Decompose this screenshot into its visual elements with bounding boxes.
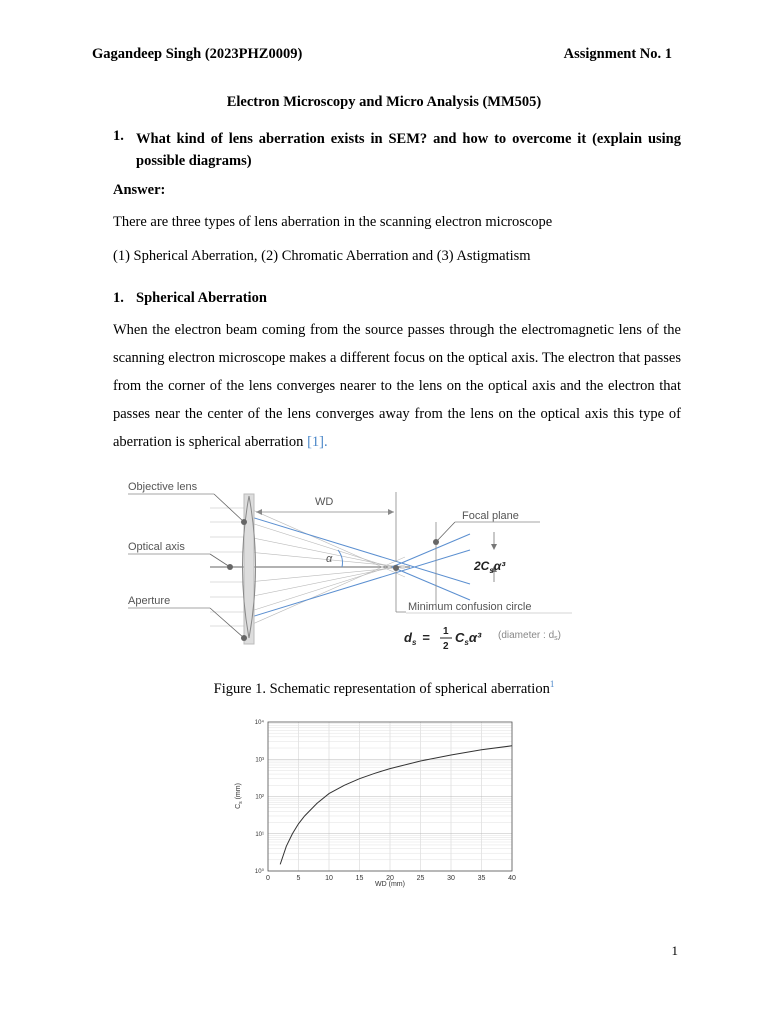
y-tick-label: 10¹ <box>255 831 264 838</box>
alpha-label: α <box>326 553 333 565</box>
spherical-aberration-diagram <box>110 472 600 672</box>
x-tick-label: 10 <box>325 875 333 882</box>
y-axis-label: $C_s$ (mm) <box>235 783 244 809</box>
page-number: 1 <box>671 943 678 958</box>
x-tick-label: 40 <box>508 875 516 882</box>
figure1-caption-text: Figure 1. Schematic representation of spherical aberration <box>213 680 550 697</box>
question-number: 1. <box>113 128 124 144</box>
ds-fraction-num: 1 <box>443 626 449 637</box>
x-tick-label: 25 <box>416 875 425 882</box>
aperture-label: Aperture <box>128 595 171 607</box>
focal-plane-label: Focal plane <box>462 510 519 522</box>
x-tick-label: 30 <box>447 875 455 882</box>
y-tick-label: 10² <box>255 794 264 801</box>
intro-text: There are three types of lens aberration in the scanning electron microscope <box>113 214 553 230</box>
objective-lens-label: Objective lens <box>128 481 198 493</box>
x-axis-label: WD (mm) <box>375 881 405 888</box>
y-tick-label: 10³ <box>255 757 264 764</box>
chart-ticks <box>255 719 516 882</box>
x-tick-label: 5 <box>296 875 301 882</box>
y-tick-label: 10⁴ <box>254 720 264 726</box>
min-confusion-label: Minimum confusion circle <box>408 601 532 613</box>
wd-label: WD <box>315 496 334 508</box>
section-heading: Spherical Aberration <box>136 290 267 306</box>
aberration-types: (1) Spherical Aberration, (2) Chromatic Aberration and (3) Astigmatism <box>113 248 531 264</box>
focal-plane-marker <box>433 539 439 545</box>
ds-formula-rhs: $C_s\alpha^3$ <box>455 630 482 647</box>
y-tick-label: 10⁰ <box>254 869 264 875</box>
cs-vs-wd-chart <box>222 714 532 890</box>
course-title: Electron Microscopy and Micro Analysis (MM505) <box>226 94 542 110</box>
figure1-caption-reference[interactable]: 1 <box>549 679 555 689</box>
two-cs-label: $2C_s\alpha^3$ <box>474 559 506 575</box>
diameter-note: (diameter : $d_s$) <box>498 630 561 642</box>
optical-axis-label: Optical axis <box>128 541 185 553</box>
x-tick-label: 0 <box>266 875 270 882</box>
question-text: What kind of lens aberration exists in SEM? and how to overcome it (explain using possible diagrams) <box>136 131 681 169</box>
x-tick-label: 35 <box>477 875 486 882</box>
x-tick-label: 20 <box>386 875 394 882</box>
figure1-caption <box>0 679 768 698</box>
citation-link[interactable]: [1]. <box>307 434 328 450</box>
chart-grid <box>268 722 512 871</box>
spherical-aberration-paragraph <box>113 316 681 456</box>
header-author: Gagandeep Singh (2023PHZ0009) <box>92 46 303 62</box>
section-number: 1. <box>113 290 124 306</box>
objective-lens-marker <box>241 519 247 525</box>
header-assignment: Assignment No. 1 <box>563 46 672 62</box>
confusion-circle-marker <box>393 565 399 571</box>
ds-formula: $d_s$ = <box>404 630 430 647</box>
ds-fraction-den: 2 <box>443 641 449 652</box>
paragraph-text: When the electron beam coming from the source passes through the electromagnetic lens of the scanning electron microscope makes a different focus on the optical axis. The electron that passes from the corner of the lens converges nearer to the lens on the optical axis and the electron that passes near the center of the lens converges away from the lens on the optical axis this type of aberration is spherical aberration <box>113 322 681 450</box>
x-tick-label: 15 <box>355 875 364 882</box>
aperture-marker <box>241 635 247 641</box>
optical-axis-marker <box>227 564 233 570</box>
cs-series-line <box>280 746 512 865</box>
answer-label: Answer: <box>113 182 166 198</box>
